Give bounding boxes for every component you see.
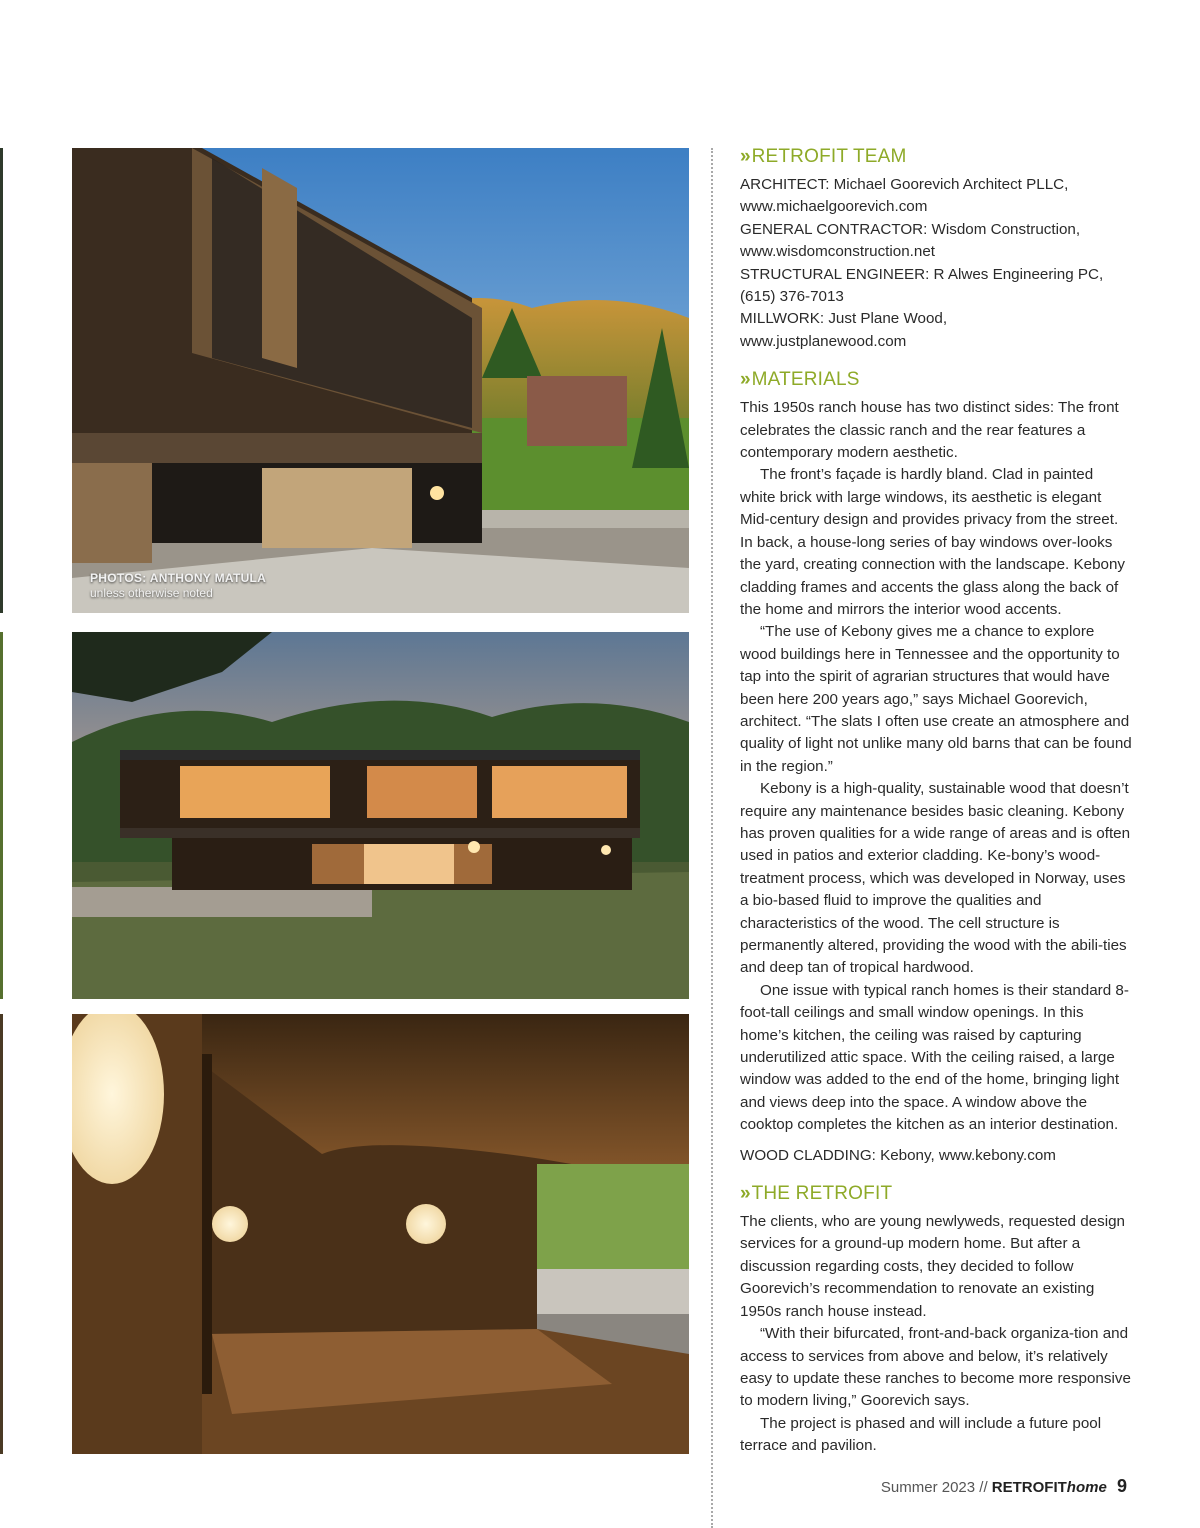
photo-covered-porch (72, 1014, 689, 1454)
wood-cladding-credit: WOOD CLADDING: Kebony, www.kebony.com (740, 1146, 1056, 1164)
materials-paragraph: The front’s façade is hardly bland. Clad in painted white brick with large windows, its aesthetic is elegant Mid-century design and provides privacy from the street. In back, a house-long series of bay windows over-looks the yard, creating connection with the landscape. Kebony cladding frames and accents the glass along the back of the home and mirrors the interior wood accents. (740, 466, 1125, 618)
magazine-brand (992, 1479, 1107, 1496)
photo-credit-note: unless otherwise noted (90, 586, 213, 600)
page-number: 9 (1116, 1476, 1127, 1496)
team-line: (615) 376-7013 (740, 288, 844, 306)
binding-edge-middle (0, 632, 3, 999)
team-line: ARCHITECT: Michael Goorevich Architect PLLC, (740, 176, 1069, 193)
retrofit-paragraph: The clients, who are young newlyweds, requested design services for a ground-up modern home. But after a discussion regarding costs, they decided to follow Goorevich’s recommendation to renovate an existing 1950s ranch house instead. (740, 1213, 1125, 1320)
chevron-icon: » (740, 369, 748, 391)
retrofit-paragraph: The project is phased and will include a future pool terrace and pavilion. (740, 1414, 1102, 1455)
article-column (740, 144, 1132, 1458)
chevron-icon: » (740, 146, 748, 167)
materials-heading (740, 367, 1132, 393)
chevron-icon: » (740, 1183, 748, 1205)
page-footer (881, 1476, 1127, 1497)
the-retrofit-heading-text: THE RETROFIT (751, 1183, 893, 1205)
the-retrofit-heading (740, 1181, 1132, 1207)
photo-exterior-side (72, 148, 689, 613)
brand-bold: RETROFIT (991, 1479, 1067, 1496)
photo-rear-dusk (72, 632, 689, 999)
team-line: MILLWORK: Just Plane Wood, (740, 310, 948, 328)
team-line: www.justplanewood.com (740, 332, 907, 350)
photo-credit (90, 571, 266, 601)
brand-italic: home (1066, 1479, 1107, 1496)
materials-paragraph: “The use of Kebony gives me a chance to explore wood buildings here in Tennessee and the opportunity to tap into the spirit of agrarian structures that would have been here 200 years ago,” says Michael Goorevich, architect. “The slats I often use create an atmosphere and quality of light not unlike many old barns that can be found in the region.” (740, 623, 1132, 775)
team-line: www.wisdomconstruction.net (740, 243, 935, 261)
materials-paragraph: One issue with typical ranch homes is their standard 8-foot-tall ceilings and small window openings. In this home’s kitchen, the ceiling was raised by capturing underutilized attic space. With the ceiling raised, a large window was added to the end of the home, bringing light and views deep into the space. A window above the cooktop completes the kitchen as an interior destination. (740, 981, 1129, 1134)
materials-paragraph: Kebony is a high-quality, sustainable wood that doesn’t require any maintenance besides basic cleaning. Kebony has proven qualities for a wide range of areas and is often used in patios and exterior cladding. Ke-bony’s wood-treatment process, which was developed in Norway, uses a bio-based fluid to improve the qualities and characteristics of the wood. The cell structure is permanently altered, providing the wood with the abili-ties and deep tan of tropical hardwood. (740, 780, 1131, 977)
column-divider (711, 148, 713, 1528)
issue-date: Summer 2023 // (880, 1479, 988, 1496)
team-line: STRUCTURAL ENGINEER: R Alwes Engineering PC, (740, 265, 1104, 283)
materials-paragraph: This 1950s ranch house has two distinct sides: The front celebrates the classic ranch and the rear features a contemporary modern aesthetic. (740, 399, 1119, 462)
binding-edge-top (0, 148, 3, 613)
photo-credit-name: PHOTOS: ANTHONY MATULA (90, 571, 267, 585)
materials-heading-text: MATERIALS (751, 369, 860, 391)
team-line: www.michaelgoorevich.com (740, 198, 928, 216)
binding-edge-bottom (0, 1014, 3, 1454)
retrofit-team-heading (740, 144, 1132, 170)
retrofit-paragraph: “With their bifurcated, front-and-back organiza-tion and access to services from above and below, it’s relatively easy to update these ranches to become more responsive to modern living,” Goorevich says. (740, 1325, 1131, 1410)
team-line: GENERAL CONTRACTOR: Wisdom Construction, (740, 220, 1081, 238)
retrofit-team-heading-text: RETROFIT TEAM (751, 146, 907, 167)
